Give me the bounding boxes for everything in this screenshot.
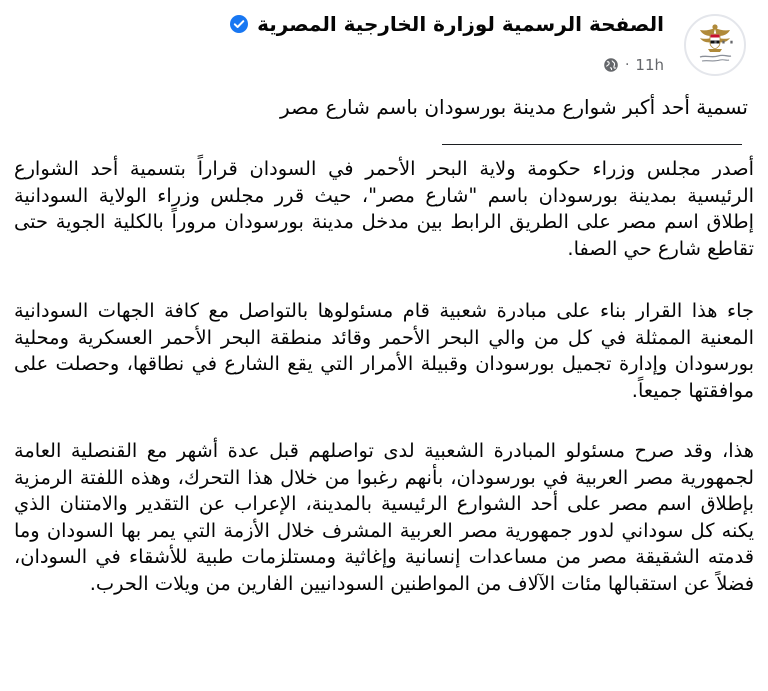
post-timestamp[interactable]: 11h xyxy=(635,56,664,74)
post-paragraph-3: هذا، وقد صرح مسئولو المبادرة الشعبية لدى تواصلهم قبل عدة أشهر مع القنصلية العامة لجمهورية مصر العربية في بورسودان، بأنهم رغبوا من خلال هذا التحرك، وهذه اللفتة الرمزية بإطلاق اسم مصر على أحد الشوارع الرئيسية بالمدينة، الإعراب عن التقدير والامتنان الذي يكنه كل سوداني لدور جمهورية مصر العربية المشرف خلال الأزمة التي يمر بها السودان وما قدمته الشقيقة مصر من مساعدات إنسانية وإغاثية ومستلزمات طبية للأشقاء في السودان، فضلاً عن استقبالها مئات الآلاف من المواطنين السودانيين الفارين من ويلات الحرب. xyxy=(14,439,754,595)
post-paragraph-2: جاء هذا القرار بناء على مبادرة شعبية قام مسئولوها بالتواصل مع كافة الجهات السودانية المعنية الممثلة في كل من والي البحر الأحمر وقائد منطقة البحر الأحمر العسكرية ومحلية بورسودان وإدارة تجميل بورسودان وقبيلة الأمرار التي يقع الشارع في نطاقها، وحصلت على موافقتها جميعاً. xyxy=(14,299,754,402)
meta-separator: · xyxy=(624,57,630,73)
page-name[interactable]: الصفحة الرسمية لوزارة الخارجية المصرية xyxy=(257,12,664,36)
globe-icon[interactable] xyxy=(603,57,619,73)
verified-badge-icon xyxy=(229,14,249,34)
more-options-button[interactable] xyxy=(704,24,744,64)
post-meta xyxy=(603,56,664,74)
post-content xyxy=(14,94,754,595)
author-row xyxy=(229,12,664,36)
more-options-icon: ··· xyxy=(712,31,736,56)
post-title: تسمية أحد أكبر شوارع مدينة بورسودان باسم شارع مصر xyxy=(280,95,748,119)
post-paragraph-1: أصدر مجلس وزراء حكومة ولاية البحر الأحمر في السودان قراراً بتسمية أحد الشوارع الرئيسية بمدينة بورسودان باسم "شارع مصر"، حيث قرر مجلس وزراء الولاية السودانية إطلاق اسم مصر على الطريق الرابط بين مدخل مدينة بورسودان مروراً بالكلية الجوية حتى تقاطع شارع حي الصفا. xyxy=(14,157,754,260)
post-header xyxy=(0,0,768,90)
title-divider xyxy=(442,144,742,145)
